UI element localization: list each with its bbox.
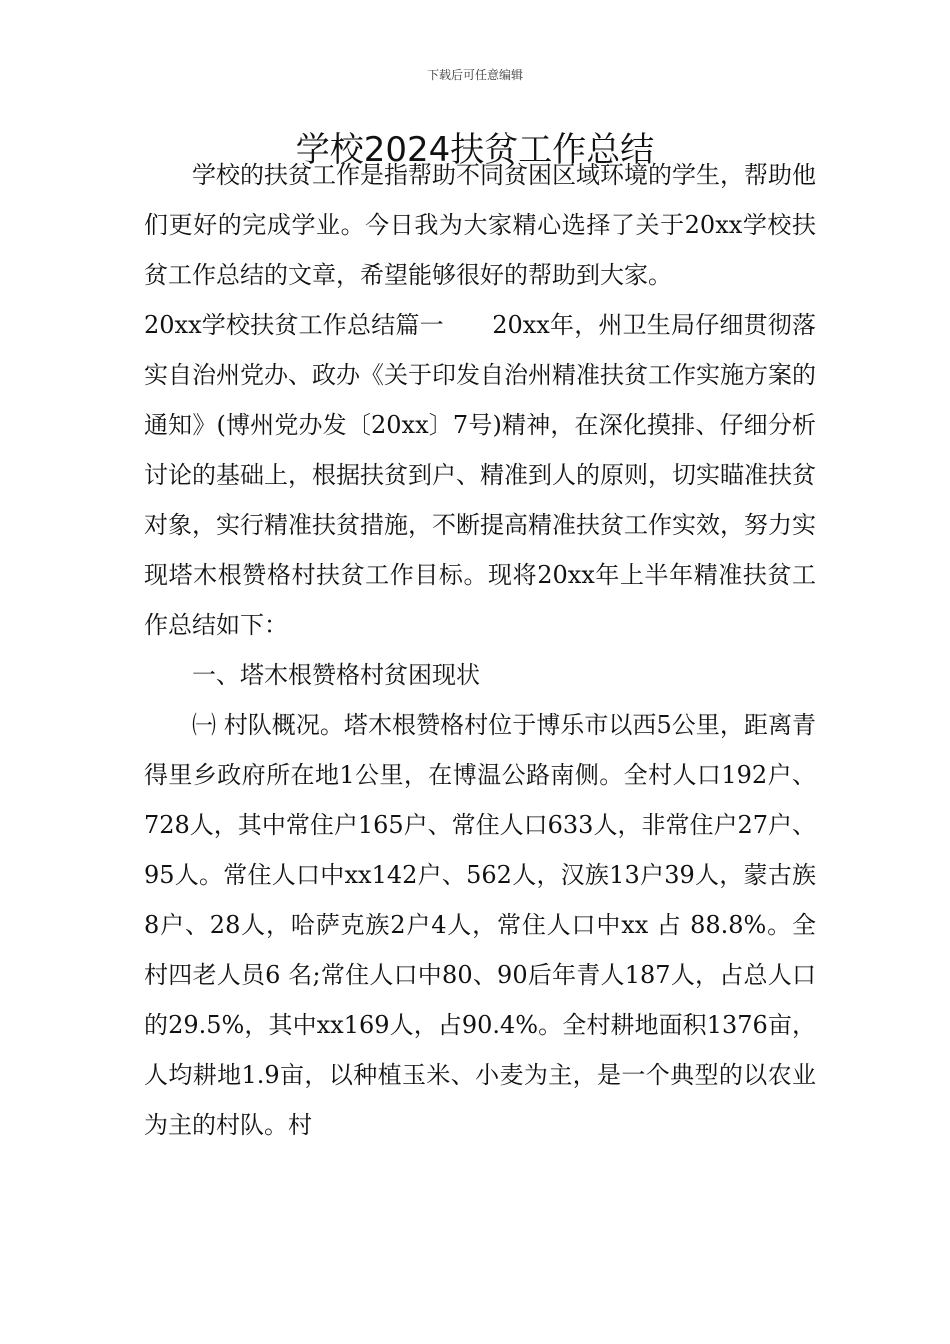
- paragraph-village-overview: ㈠ 村队概况。塔木根赞格村位于博乐市以西5公里，距离青得里乡政府所在地1公里，在博温公路南侧。全村人口192户、728人，其中常住户165户、常住人口633人，非常住户27户、95人。常住人口中xx142户、562人，汉族13户39人，蒙古族8户、28人，哈萨克族2户4人，常住人口中xx 占 88.8%。全村四老人员6 名;常住人口中80、90后年青人187人，占总人口的29.5%，其中xx169人，占90.4%。全村耕地面积1376亩，人均耕地1.9亩，以种植玉米、小麦为主，是一个典型的以农业为主的村队。村: [144, 711, 816, 1139]
- paragraph-article-one: 20xx学校扶贫工作总结篇一 20xx年，州卫生局仔细贯彻落实自治州党办、政办《关于印发自治州精准扶贫工作实施方案的通知》(博州党办发〔20xx〕7号)精神，在深化摸排、仔细分析讨论的基础上，根据扶贫到户、精准到人的原则，切实瞄准扶贫对象，实行精准扶贫措施，不断提高精准扶贫工作实效，努力实现塔木根赞格村扶贫工作目标。现将20xx年上半年精准扶贫工作总结如下：: [144, 311, 816, 639]
- header-note: 下载后可任意编辑: [426, 68, 523, 82]
- paragraph-intro: 学校的扶贫工作是指帮助不同贫困区域环境的学生，帮助他们更好的完成学业。今日我为大家精心选择了关于20xx学校扶贫工作总结的文章，希望能够很好的帮助到大家。: [144, 161, 816, 289]
- section-heading: 一、塔木根赞格村贫困现状: [192, 661, 480, 689]
- document-body: [144, 150, 816, 1150]
- document-title: 学校2024扶贫工作总结: [295, 130, 655, 170]
